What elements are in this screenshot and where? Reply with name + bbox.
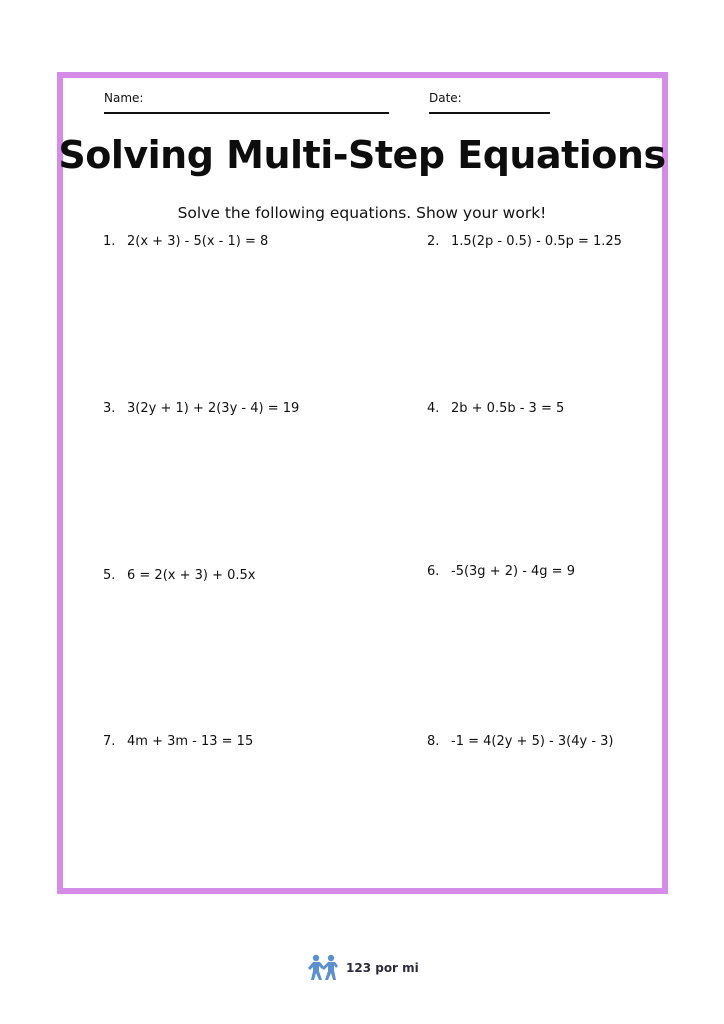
footer-brand [308, 954, 419, 982]
problem-number: 7. [103, 734, 116, 749]
problem-8 [427, 733, 614, 751]
problem-1 [103, 233, 268, 251]
problem-number: 6. [427, 564, 440, 579]
problem-5 [103, 567, 256, 585]
worksheet-title: Solving Multi-Step Equations [58, 133, 666, 177]
instructions: Solve the following equations. Show your work! [177, 204, 547, 222]
date-field[interactable] [429, 90, 550, 114]
problem-4 [427, 400, 564, 418]
name-field[interactable] [104, 90, 389, 114]
problem-2 [427, 233, 622, 251]
problem-equation: -5(3g + 2) - 4g = 9 [451, 564, 575, 579]
problem-number: 3. [103, 401, 116, 416]
problem-number: 4. [427, 401, 440, 416]
problem-number: 8. [427, 734, 440, 749]
worksheet-border [57, 72, 668, 894]
problem-number: 5. [103, 568, 116, 583]
problem-6 [427, 563, 575, 581]
brand-name: 123 por mi [346, 961, 419, 975]
two-kids-icon [308, 954, 340, 982]
date-label: Date: [429, 91, 462, 105]
problem-3 [103, 400, 299, 418]
problem-equation: 1.5(2p - 0.5) - 0.5p = 1.25 [451, 234, 622, 249]
problem-equation: 2(x + 3) - 5(x - 1) = 8 [127, 234, 269, 249]
problem-equation: 3(2y + 1) + 2(3y - 4) = 19 [127, 401, 300, 416]
problem-equation: 2b + 0.5b - 3 = 5 [451, 401, 565, 416]
name-label: Name: [104, 91, 144, 105]
problem-equation: 4m + 3m - 13 = 15 [127, 734, 254, 749]
problem-equation: 6 = 2(x + 3) + 0.5x [127, 568, 256, 583]
problem-number: 1. [103, 234, 116, 249]
problem-number: 2. [427, 234, 440, 249]
problem-7 [103, 733, 253, 751]
problem-equation: -1 = 4(2y + 5) - 3(4y - 3) [451, 734, 614, 749]
